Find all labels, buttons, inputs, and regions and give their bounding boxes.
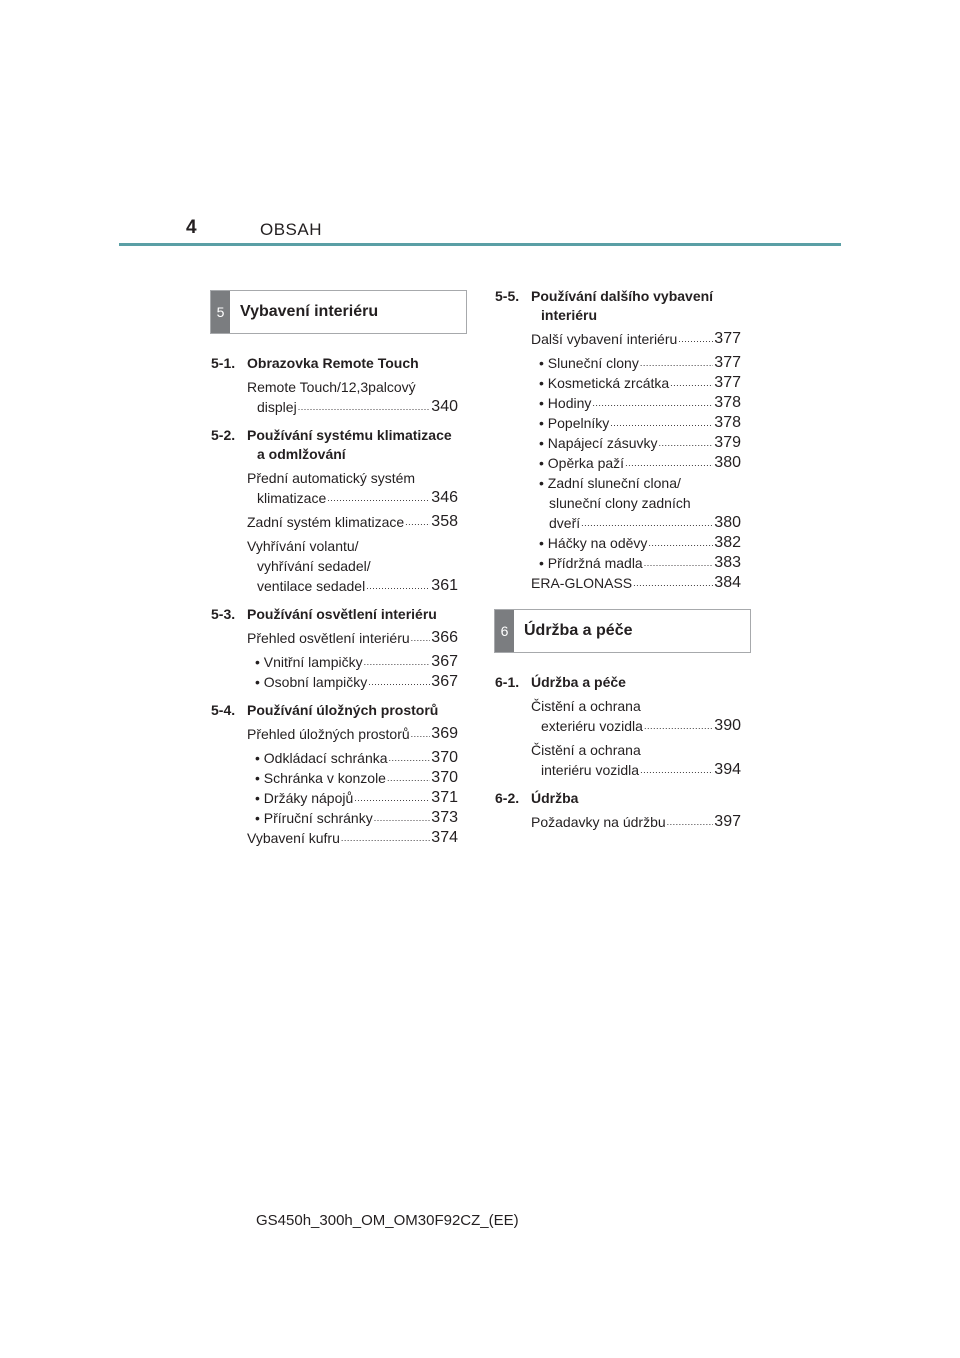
toc-entry[interactable] bbox=[495, 353, 741, 373]
page-reference: 377 bbox=[714, 330, 741, 347]
leader-dots bbox=[374, 811, 431, 825]
toc-entry[interactable] bbox=[211, 512, 458, 532]
leader-dots bbox=[592, 396, 713, 410]
entry-row bbox=[247, 788, 458, 808]
leader-dots bbox=[366, 579, 430, 593]
leader-dots bbox=[659, 436, 714, 450]
chapter-title-line: Používání dalšího vybavení bbox=[531, 288, 714, 304]
page-reference: 346 bbox=[431, 489, 458, 506]
leader-dots bbox=[610, 416, 713, 430]
entry-label: displej bbox=[257, 399, 297, 415]
entry-row bbox=[247, 808, 458, 828]
page-reference: 380 bbox=[714, 514, 741, 531]
entry-label: • Odkládací schránka bbox=[255, 750, 388, 766]
entry-row bbox=[531, 553, 741, 573]
toc-right-column-bottom bbox=[495, 673, 741, 836]
chapter-number: 5-5. bbox=[495, 288, 520, 304]
toc-entry[interactable] bbox=[495, 413, 741, 433]
entry-text-line: sluneční clony zadních bbox=[549, 495, 691, 511]
entry-label: • Přídržná madla bbox=[539, 555, 643, 571]
entry-label: • Popelníky bbox=[539, 415, 610, 431]
toc-entry[interactable] bbox=[495, 696, 741, 736]
chapter-number: 5-2. bbox=[211, 427, 236, 443]
entry-label: interiéru vozidla bbox=[541, 762, 640, 778]
page-reference: 370 bbox=[431, 749, 458, 766]
entry-text-line: Vyhřívání volantu/ bbox=[247, 538, 359, 554]
chapter-number: 6-1. bbox=[495, 674, 520, 690]
entry-label: • Osobní lampičky bbox=[255, 674, 368, 690]
entry-label: • Příruční schránky bbox=[255, 810, 373, 826]
entry-row bbox=[247, 768, 458, 788]
entry-label: ERA-GLONASS bbox=[531, 575, 633, 591]
entry-text-line: vyhřívání sedadel/ bbox=[257, 558, 371, 574]
header-divider bbox=[119, 243, 841, 246]
entry-label: klimatizace bbox=[257, 490, 327, 506]
entry-row bbox=[247, 828, 458, 848]
leader-dots bbox=[298, 400, 431, 414]
page-reference: 374 bbox=[431, 829, 458, 846]
page-reference: 380 bbox=[714, 454, 741, 471]
leader-dots bbox=[667, 815, 714, 829]
entry-label: • Držáky nápojů bbox=[255, 790, 354, 806]
entry-row bbox=[531, 329, 741, 349]
toc-entry[interactable] bbox=[495, 473, 741, 533]
toc-left-column bbox=[211, 354, 458, 852]
leader-dots bbox=[411, 727, 431, 741]
toc-entry[interactable] bbox=[495, 373, 741, 393]
leader-dots bbox=[640, 356, 713, 370]
page-reference: 378 bbox=[714, 414, 741, 431]
entry-text-line: Čistění a ochrana bbox=[531, 698, 641, 714]
leader-dots bbox=[644, 719, 713, 733]
page-reference: 390 bbox=[714, 717, 741, 734]
leader-dots bbox=[648, 536, 713, 550]
page-reference: 367 bbox=[431, 653, 458, 670]
entry-row bbox=[247, 576, 458, 596]
chapter-number: 5-3. bbox=[211, 606, 236, 622]
toc-entry[interactable] bbox=[211, 468, 458, 508]
page-reference: 369 bbox=[431, 725, 458, 742]
leader-dots bbox=[581, 516, 713, 530]
entry-row bbox=[247, 512, 458, 532]
leader-dots bbox=[670, 376, 713, 390]
toc-entry[interactable] bbox=[211, 768, 458, 788]
entry-row bbox=[531, 453, 741, 473]
entry-row bbox=[531, 812, 741, 832]
entry-row bbox=[247, 397, 458, 417]
entry-label: Přehled osvětlení interiéru bbox=[247, 630, 410, 646]
chapter-title-line: Používání systému klimatizace bbox=[247, 427, 452, 443]
entry-row bbox=[247, 672, 458, 692]
toc-entry[interactable] bbox=[211, 724, 458, 744]
toc-entry[interactable] bbox=[495, 553, 741, 573]
toc-entry[interactable] bbox=[211, 377, 458, 417]
entry-text-line: Remote Touch/12,3palcový bbox=[247, 379, 416, 395]
toc-entry[interactable] bbox=[211, 828, 458, 848]
leader-dots bbox=[633, 576, 713, 590]
chapter-title bbox=[247, 426, 458, 464]
entry-row bbox=[247, 748, 458, 768]
entry-label: exteriéru vozidla bbox=[541, 718, 643, 734]
entry-label: • Hodiny bbox=[539, 395, 592, 411]
chapter-heading[interactable] bbox=[211, 426, 458, 464]
toc-entry[interactable] bbox=[211, 672, 458, 692]
entry-row bbox=[531, 716, 741, 736]
page-reference: 378 bbox=[714, 394, 741, 411]
chapter-heading[interactable] bbox=[495, 789, 741, 808]
toc-entry[interactable] bbox=[495, 453, 741, 473]
section-title: Vybavení interiéru bbox=[240, 303, 379, 320]
toc-entry[interactable] bbox=[495, 433, 741, 453]
leader-dots bbox=[327, 491, 430, 505]
chapter-heading[interactable] bbox=[495, 287, 741, 325]
page-reference: 384 bbox=[714, 574, 741, 591]
entry-label: Zadní systém klimatizace bbox=[247, 514, 405, 530]
toc-entry[interactable] bbox=[495, 393, 741, 413]
section-6-heading[interactable] bbox=[494, 609, 751, 653]
chapter-title: Používání úložných prostorů bbox=[247, 702, 439, 718]
leader-dots bbox=[341, 831, 430, 845]
toc-entry[interactable] bbox=[211, 536, 458, 596]
leader-dots bbox=[640, 763, 713, 777]
document-code-footer: GS450h_300h_OM_OM30F92CZ_(EE) bbox=[256, 1212, 519, 1229]
page-reference: 358 bbox=[431, 513, 458, 530]
leader-dots bbox=[364, 655, 431, 669]
entry-row bbox=[531, 393, 741, 413]
chapter-title: Údržba bbox=[531, 790, 579, 806]
entry-label: • Vnitřní lampičky bbox=[255, 654, 363, 670]
entry-row bbox=[531, 433, 741, 453]
entry-label: • Opěrka paží bbox=[539, 455, 625, 471]
entry-label: • Schránka v konzole bbox=[255, 770, 386, 786]
chapter-title: Používání osvětlení interiéru bbox=[247, 606, 437, 622]
chapter-title-line: a odmlžování bbox=[257, 446, 346, 462]
chapter-number: 5-1. bbox=[211, 355, 236, 371]
toc-entry[interactable] bbox=[495, 740, 741, 780]
section-5-heading[interactable] bbox=[210, 290, 467, 334]
leader-dots bbox=[368, 675, 430, 689]
entry-row bbox=[247, 488, 458, 508]
chapter-title: Údržba a péče bbox=[531, 674, 626, 690]
page-reference: 371 bbox=[431, 789, 458, 806]
entry-row bbox=[531, 373, 741, 393]
leader-dots bbox=[354, 791, 430, 805]
leader-dots bbox=[625, 456, 713, 470]
entry-text-line: Čistění a ochrana bbox=[531, 742, 641, 758]
entry-label: dveří bbox=[549, 515, 581, 531]
leader-dots bbox=[387, 771, 430, 785]
toc-right-column-top bbox=[495, 287, 741, 597]
leader-dots bbox=[389, 751, 431, 765]
page-number: 4 bbox=[186, 217, 197, 238]
section-title: Údržba a péče bbox=[524, 622, 633, 639]
entry-label: • Kosmetická zrcátka bbox=[539, 375, 670, 391]
entry-label: Vybavení kufru bbox=[247, 830, 340, 846]
entry-label: Přehled úložných prostorů bbox=[247, 726, 410, 742]
page-reference: 366 bbox=[431, 629, 458, 646]
entry-row bbox=[531, 413, 741, 433]
toc-entry[interactable] bbox=[211, 748, 458, 768]
page-reference: 340 bbox=[431, 398, 458, 415]
entry-row bbox=[531, 573, 741, 593]
section-number-tab: 6 bbox=[495, 610, 514, 652]
page-reference: 379 bbox=[714, 434, 741, 451]
entry-row bbox=[531, 353, 741, 373]
entry-row bbox=[247, 652, 458, 672]
chapter-heading[interactable] bbox=[211, 605, 458, 624]
toc-entry[interactable] bbox=[211, 788, 458, 808]
chapter-heading[interactable] bbox=[211, 701, 458, 720]
entry-text-line: • Zadní sluneční clona/ bbox=[539, 475, 681, 491]
toc-entry[interactable] bbox=[495, 812, 741, 832]
chapter-heading[interactable] bbox=[495, 673, 741, 692]
entry-row bbox=[247, 628, 458, 648]
page-reference: 361 bbox=[431, 577, 458, 594]
toc-entry[interactable] bbox=[211, 628, 458, 648]
chapter-title: Obrazovka Remote Touch bbox=[247, 355, 419, 371]
entry-label: • Háčky na oděvy bbox=[539, 535, 648, 551]
toc-entry[interactable] bbox=[495, 329, 741, 349]
page-reference: 377 bbox=[714, 374, 741, 391]
toc-entry[interactable] bbox=[211, 808, 458, 828]
entry-label: • Napájecí zásuvky bbox=[539, 435, 658, 451]
chapter-number: 6-2. bbox=[495, 790, 520, 806]
page-reference: 394 bbox=[714, 761, 741, 778]
page-reference: 383 bbox=[714, 554, 741, 571]
toc-entry[interactable] bbox=[495, 573, 741, 593]
page-reference: 367 bbox=[431, 673, 458, 690]
toc-entry[interactable] bbox=[211, 652, 458, 672]
entry-label: ventilace sedadel bbox=[257, 578, 366, 594]
leader-dots bbox=[405, 515, 430, 529]
chapter-title bbox=[531, 287, 741, 325]
page-reference: 370 bbox=[431, 769, 458, 786]
leader-dots bbox=[678, 332, 713, 346]
page-header-title: OBSAH bbox=[260, 220, 323, 239]
chapter-title-line: interiéru bbox=[541, 307, 598, 323]
entry-row bbox=[247, 724, 458, 744]
entry-row bbox=[531, 533, 741, 553]
page-reference: 397 bbox=[714, 813, 741, 830]
entry-row bbox=[531, 760, 741, 780]
leader-dots bbox=[644, 556, 714, 570]
section-number-tab: 5 bbox=[211, 291, 230, 333]
leader-dots bbox=[411, 631, 431, 645]
entry-label: Požadavky na údržbu bbox=[531, 814, 666, 830]
toc-entry[interactable] bbox=[495, 533, 741, 553]
page-reference: 373 bbox=[431, 809, 458, 826]
page-reference: 382 bbox=[714, 534, 741, 551]
entry-label: • Sluneční clony bbox=[539, 355, 639, 371]
entry-text-line: Přední automatický systém bbox=[247, 470, 416, 486]
entry-row bbox=[531, 513, 741, 533]
chapter-heading[interactable] bbox=[211, 354, 458, 373]
entry-label: Další vybavení interiéru bbox=[531, 331, 678, 347]
chapter-number: 5-4. bbox=[211, 702, 236, 718]
page-reference: 377 bbox=[714, 354, 741, 371]
